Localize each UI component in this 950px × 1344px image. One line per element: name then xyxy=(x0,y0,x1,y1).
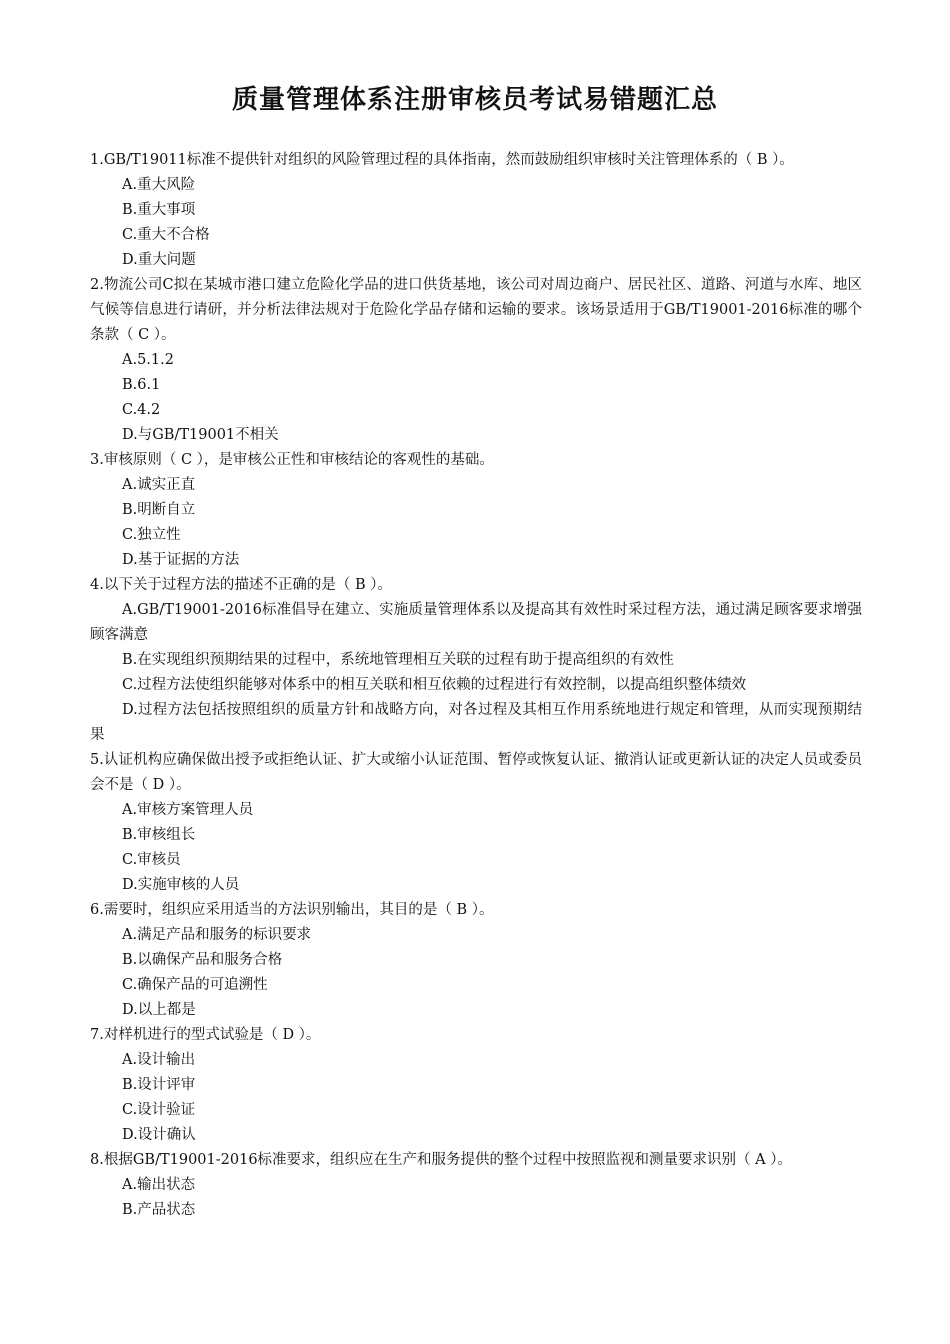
option-a: A.GB/T19001-2016标准倡导在建立、实施质量管理体系以及提高其有效性时采过程方法，通过满足顾客要求增强顾客满意 xyxy=(90,602,862,643)
option-b: B.重大事项 xyxy=(122,202,196,218)
option-d: D.基于证据的方法 xyxy=(122,552,240,568)
option-b: B.设计评审 xyxy=(122,1077,196,1093)
question-text: 6.需要时，组织应采用适当的方法识别输出，其目的是（ B ）。 xyxy=(90,902,494,918)
option-a: A.重大风险 xyxy=(122,177,196,193)
option-c: C.设计验证 xyxy=(122,1102,196,1118)
option-a: A.输出状态 xyxy=(122,1177,196,1193)
option-b: B.在实现组织预期结果的过程中，系统地管理相互关联的过程有助于提高组织的有效性 xyxy=(122,652,674,668)
option-a: A.5.1.2 xyxy=(122,352,174,368)
option-b: B.明断自立 xyxy=(122,502,196,518)
question-list xyxy=(90,148,862,1223)
option-c: C.过程方法使组织能够对体系中的相互关联和相互依赖的过程进行有效控制，以提高组织整体绩效 xyxy=(122,677,747,693)
option-d: D.设计确认 xyxy=(122,1127,196,1143)
option-c: C.确保产品的可追溯性 xyxy=(122,977,268,993)
option-b: B.产品状态 xyxy=(122,1202,196,1218)
option-c: C.审核员 xyxy=(122,852,181,868)
option-c: C.重大不合格 xyxy=(122,227,210,243)
option-b: B.审核组长 xyxy=(122,827,196,843)
option-c: C.4.2 xyxy=(122,402,161,418)
option-b: B.以确保产品和服务合格 xyxy=(122,952,283,968)
question-text: 1.GB/T19011标准不提供针对组织的风险管理过程的具体指南，然而鼓励组织审核时关注管理体系的（ B ）。 xyxy=(90,152,794,168)
option-d: D.重大问题 xyxy=(122,252,196,268)
question-text: 8.根据GB/T19001-2016标准要求，组织应在生产和服务提供的整个过程中按照监视和测量要求识别（ A ）。 xyxy=(90,1152,792,1168)
question-text: 5.认证机构应确保做出授予或拒绝认证、扩大或缩小认证范围、暂停或恢复认证、撤消认证或更新认证的决定人员或委员会不是（ D ）。 xyxy=(90,752,862,793)
option-d: D.以上都是 xyxy=(122,1002,196,1018)
question-text: 7.对样机进行的型式试验是（ D ）。 xyxy=(90,1027,321,1043)
question-text: 4.以下关于过程方法的描述不正确的是（ B ）。 xyxy=(90,577,392,593)
option-d: D.实施审核的人员 xyxy=(122,877,240,893)
option-d: D.过程方法包括按照组织的质量方针和战略方向，对各过程及其相互作用系统地进行规定和管理，从而实现预期结果 xyxy=(90,702,862,743)
document-title: 质量管理体系注册审核员考试易错题汇总 xyxy=(231,85,718,115)
option-c: C.独立性 xyxy=(122,527,181,543)
option-b: B.6.1 xyxy=(122,377,161,393)
question-text: 2.物流公司C拟在某城市港口建立危险化学品的进口供货基地，该公司对周边商户、居民社区、道路、河道与水库、地区气候等信息进行请研，并分析法律法规对于危险化学品存储和运输的要求。该场景适用于GB/T19001-2016标准的哪个条款（ C ）。 xyxy=(90,277,862,343)
question-text: 3.审核原则（ C ），是审核公正性和审核结论的客观性的基础。 xyxy=(90,452,494,468)
option-d: D.与GB/T19001不相关 xyxy=(122,427,279,443)
option-a: A.满足产品和服务的标识要求 xyxy=(122,927,312,943)
option-a: A.诚实正直 xyxy=(122,477,196,493)
option-a: A.设计输出 xyxy=(122,1052,196,1068)
option-a: A.审核方案管理人员 xyxy=(122,802,254,818)
